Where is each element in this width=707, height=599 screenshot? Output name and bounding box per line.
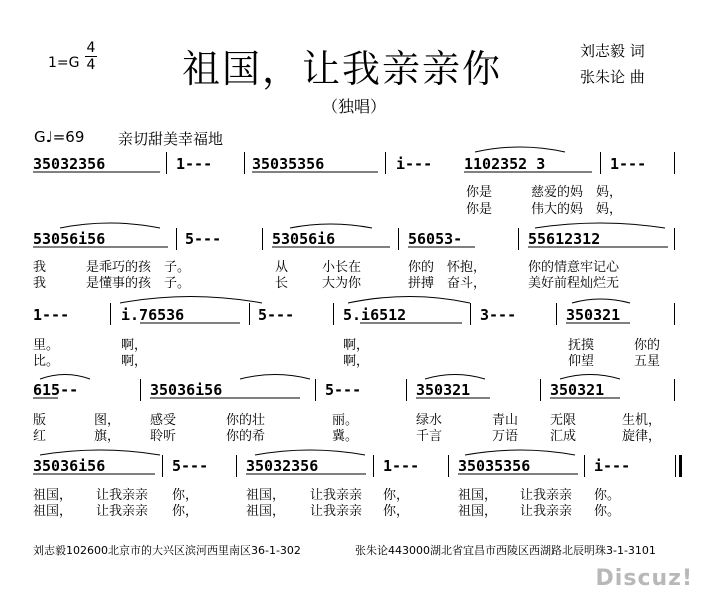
measure: 5--- <box>185 230 222 248</box>
lyric: 祖国， <box>33 488 73 503</box>
lyric: 让我亲亲 <box>96 504 149 519</box>
subtitle: （独唱） <box>322 97 387 116</box>
slur <box>535 223 665 228</box>
lyric: 啊， <box>343 354 370 369</box>
lyric: 青山 <box>492 413 519 428</box>
measure: 350321 <box>416 381 471 399</box>
measure: 5--- <box>325 381 362 399</box>
lyric: 你的 怀抱， <box>408 260 487 275</box>
lyric: 啊， <box>343 338 370 353</box>
lyric: 万语 <box>492 429 519 444</box>
measure: 1--- <box>383 457 420 475</box>
slur <box>348 297 470 304</box>
lyric: 啊， <box>121 338 148 353</box>
measure: 53056i6 <box>272 230 336 248</box>
quarter-note-icon: ♩ <box>45 128 53 146</box>
lyric: 汇成 <box>550 429 577 444</box>
lyric: 绿水 <box>416 413 443 428</box>
lyric: 你， <box>383 504 410 519</box>
measure: 1--- <box>33 306 70 324</box>
lyric: 版 <box>33 413 47 428</box>
lyric: 我 <box>33 260 47 275</box>
measure: 35036i56 <box>33 457 106 475</box>
time-signature-top: 4 <box>86 40 96 56</box>
lyric: 祖国， <box>246 488 286 503</box>
lyric: 你的 <box>634 338 661 353</box>
measure: 35032356 <box>33 155 106 173</box>
lyric: 祖国， <box>33 504 73 519</box>
slur <box>290 224 372 228</box>
lyric: 你的希 <box>226 429 266 444</box>
lyric: 祖国， <box>458 488 498 503</box>
lyric: 啊， <box>121 354 148 369</box>
lyric: 祖国， <box>458 504 498 519</box>
measure: 35035356 <box>252 155 325 173</box>
lyric: 拼搏 奋斗， <box>408 276 487 291</box>
lyric: 你， <box>172 488 199 503</box>
lyric: 是懂事的孩 子。 <box>86 276 191 291</box>
lyric: 小长在 <box>322 260 362 275</box>
slur <box>425 375 485 380</box>
footer-composer-address: 张朱论443000湖北省宜昌市西陵区西湖路北辰明珠3-1-3101 <box>355 544 656 557</box>
lyric: 大为你 <box>322 276 362 291</box>
lyric: 你。 <box>594 488 621 503</box>
lyric: 旗， <box>94 429 121 444</box>
lyric: 你。 <box>594 504 621 519</box>
lyric: 丽。 <box>332 413 359 428</box>
lyric: 长 <box>275 276 289 291</box>
lyric: 我 <box>33 276 47 291</box>
measure: 1102352 3 <box>464 155 546 173</box>
lyric: 你的壮 <box>226 413 266 428</box>
lyric: 祖国， <box>246 504 286 519</box>
measure: 5--- <box>258 306 295 324</box>
tempo-key: G <box>34 128 46 146</box>
measure: 615-- <box>33 381 79 399</box>
composer: 张朱论 曲 <box>580 68 645 86</box>
measure: 56053- <box>408 230 463 248</box>
lyric: 抚摸 <box>568 338 595 353</box>
lyric: 让我亲亲 <box>310 488 363 503</box>
lyric: 仰望 <box>568 354 595 369</box>
lyric: 让我亲亲 <box>310 504 363 519</box>
measure: 35035356 <box>458 457 531 475</box>
measure: 1--- <box>610 155 647 173</box>
lyric: 里。 <box>33 338 60 353</box>
lyric: 无限 <box>550 413 577 428</box>
slur <box>475 147 565 152</box>
measure: 3--- <box>480 306 517 324</box>
slur <box>40 375 90 380</box>
lyric: 你， <box>172 504 199 519</box>
expression-marking: 亲切甜美幸福地 <box>118 130 224 148</box>
measure: 350321 <box>566 306 621 324</box>
lyric: 你， <box>383 488 410 503</box>
lyric: 让我亲亲 <box>96 488 149 503</box>
slur <box>465 450 575 455</box>
lyric: 红 <box>33 429 47 444</box>
lyric: 比。 <box>33 354 60 369</box>
tempo-value: =69 <box>52 128 85 146</box>
measure: i--- <box>594 457 631 475</box>
lyric: 生机， <box>622 413 662 428</box>
lyric: 让我亲亲 <box>520 488 573 503</box>
slur <box>40 450 160 455</box>
slur <box>60 223 160 228</box>
time-signature-bottom: 4 <box>86 57 96 73</box>
slur <box>560 375 620 380</box>
measure: 5--- <box>172 457 209 475</box>
lyric: 你的情意牢记心 <box>528 260 620 275</box>
lyric: 让我亲亲 <box>520 504 573 519</box>
measure: 350321 <box>550 381 605 399</box>
lyric: 旋律， <box>622 429 662 444</box>
measure: 35032356 <box>246 457 319 475</box>
footer-lyricist-address: 刘志毅102600北京市的大兴区滨河西里南区36-1-302 <box>33 544 301 557</box>
measure: 5.i6512 <box>343 306 407 324</box>
measure: i.76536 <box>121 306 185 324</box>
measure: 55612312 <box>528 230 601 248</box>
slur <box>255 450 365 455</box>
lyric: 是乖巧的孩 子。 <box>86 260 191 275</box>
lyric: 感受 <box>150 413 177 428</box>
measure: 35036i56 <box>150 381 223 399</box>
lyric-line: 你是 慈爱的妈 妈， <box>466 185 623 200</box>
lyric: 千言 <box>416 429 443 444</box>
lyric: 冀。 <box>332 429 359 444</box>
slur <box>240 375 310 380</box>
lyric: 聆听 <box>150 429 177 444</box>
lyric-line: 你是 伟大的妈 妈， <box>466 202 623 217</box>
lyric: 从 <box>275 260 289 275</box>
song-title: 祖国，让我亲亲你 <box>182 47 503 91</box>
slur <box>120 297 262 304</box>
lyricist: 刘志毅 词 <box>580 42 645 60</box>
watermark: Discuz! <box>595 566 693 591</box>
measure: 53056i56 <box>33 230 106 248</box>
lyric: 美好前程灿烂无 <box>528 276 620 291</box>
key-signature: 1=G <box>48 55 80 71</box>
lyric: 五星 <box>634 354 661 369</box>
lyric: 图， <box>94 413 121 428</box>
measure: 1--- <box>176 155 213 173</box>
measure: i--- <box>396 155 433 173</box>
slur <box>572 299 630 303</box>
